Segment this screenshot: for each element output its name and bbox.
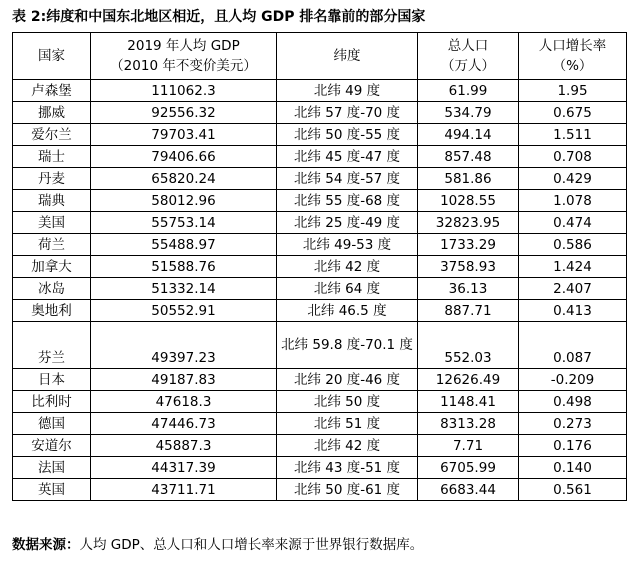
- cell-latitude: 北纬 43 度-51 度: [277, 457, 418, 479]
- cell-growth: 0.140: [519, 457, 627, 479]
- cell-growth: 0.708: [519, 146, 627, 168]
- cell-latitude: 北纬 57 度-70 度: [277, 102, 418, 124]
- cell-growth: 1.511: [519, 124, 627, 146]
- cell-growth: 1.424: [519, 256, 627, 278]
- header-gdp-line2: （2010 年不变价美元）: [110, 58, 257, 74]
- cell-latitude: 北纬 46.5 度: [277, 300, 418, 322]
- table-row: [13, 124, 627, 146]
- cell-latitude: 北纬 42 度: [277, 435, 418, 457]
- header-country: 国家: [13, 33, 91, 80]
- cell-population: 552.03: [418, 322, 519, 369]
- cell-population: 494.14: [418, 124, 519, 146]
- cell-growth: 0.498: [519, 391, 627, 413]
- cell-population: 36.13: [418, 278, 519, 300]
- cell-population: 3758.93: [418, 256, 519, 278]
- table-row: [13, 212, 627, 234]
- cell-population: 7.71: [418, 435, 519, 457]
- cell-gdp: 49397.23: [91, 322, 277, 369]
- cell-growth: 0.474: [519, 212, 627, 234]
- table-header-row: [13, 33, 627, 80]
- table-row: [13, 322, 627, 369]
- cell-growth: -0.209: [519, 369, 627, 391]
- cell-gdp: 111062.3: [91, 80, 277, 102]
- cell-country: 加拿大: [13, 256, 91, 278]
- cell-latitude: 北纬 51 度: [277, 413, 418, 435]
- cell-population: 1733.29: [418, 234, 519, 256]
- cell-country: 比利时: [13, 391, 91, 413]
- header-gdp: [91, 33, 277, 80]
- cell-latitude: 北纬 50 度: [277, 391, 418, 413]
- cell-gdp: 44317.39: [91, 457, 277, 479]
- table-row: [13, 391, 627, 413]
- cell-country: 卢森堡: [13, 80, 91, 102]
- cell-country: 美国: [13, 212, 91, 234]
- cell-country: 丹麦: [13, 168, 91, 190]
- header-population-line1: 总人口: [447, 38, 489, 54]
- table-row: [13, 256, 627, 278]
- table-row: [13, 278, 627, 300]
- cell-population: 61.99: [418, 80, 519, 102]
- cell-country: 奥地利: [13, 300, 91, 322]
- table-row: [13, 234, 627, 256]
- cell-gdp: 49187.83: [91, 369, 277, 391]
- table-row: [13, 435, 627, 457]
- header-population-line2: （万人）: [441, 58, 495, 74]
- table-row: [13, 479, 627, 501]
- table-row: [13, 457, 627, 479]
- cell-latitude: 北纬 55 度-68 度: [277, 190, 418, 212]
- header-growth: [519, 33, 627, 80]
- cell-country: 安道尔: [13, 435, 91, 457]
- header-gdp-line1: 2019 年人均 GDP: [127, 38, 240, 54]
- table-row: [13, 168, 627, 190]
- header-growth-line2: （%）: [552, 58, 593, 74]
- table-row: [13, 413, 627, 435]
- table-row: [13, 300, 627, 322]
- cell-latitude: 北纬 42 度: [277, 256, 418, 278]
- cell-population: 6683.44: [418, 479, 519, 501]
- header-growth-line1: 人口增长率: [538, 38, 607, 54]
- cell-growth: 0.675: [519, 102, 627, 124]
- cell-country: 日本: [13, 369, 91, 391]
- cell-growth: 0.429: [519, 168, 627, 190]
- cell-latitude: 北纬 49 度: [277, 80, 418, 102]
- cell-population: 887.71: [418, 300, 519, 322]
- cell-country: 英国: [13, 479, 91, 501]
- cell-population: 581.86: [418, 168, 519, 190]
- cell-population: 1028.55: [418, 190, 519, 212]
- cell-gdp: 79406.66: [91, 146, 277, 168]
- cell-gdp: 79703.41: [91, 124, 277, 146]
- cell-growth: 0.176: [519, 435, 627, 457]
- cell-latitude: 北纬 20 度-46 度: [277, 369, 418, 391]
- cell-gdp: 51588.76: [91, 256, 277, 278]
- gdp-latitude-table: [12, 32, 627, 501]
- cell-population: 6705.99: [418, 457, 519, 479]
- cell-growth: 1.95: [519, 80, 627, 102]
- cell-latitude: 北纬 25 度-49 度: [277, 212, 418, 234]
- cell-gdp: 65820.24: [91, 168, 277, 190]
- cell-gdp: 51332.14: [91, 278, 277, 300]
- table-row: [13, 80, 627, 102]
- cell-population: 534.79: [418, 102, 519, 124]
- cell-growth: 0.087: [519, 322, 627, 369]
- cell-country: 爱尔兰: [13, 124, 91, 146]
- cell-population: 12626.49: [418, 369, 519, 391]
- cell-gdp: 43711.71: [91, 479, 277, 501]
- cell-growth: 0.586: [519, 234, 627, 256]
- table-row: [13, 146, 627, 168]
- cell-gdp: 92556.32: [91, 102, 277, 124]
- cell-country: 瑞士: [13, 146, 91, 168]
- cell-gdp: 47618.3: [91, 391, 277, 413]
- cell-growth: 2.407: [519, 278, 627, 300]
- cell-gdp: 55488.97: [91, 234, 277, 256]
- cell-country: 芬兰: [13, 322, 91, 369]
- header-population: [418, 33, 519, 80]
- cell-country: 挪威: [13, 102, 91, 124]
- cell-latitude: 北纬 50 度-55 度: [277, 124, 418, 146]
- cell-latitude: 北纬 59.8 度-70.1 度: [277, 322, 418, 369]
- cell-latitude: 北纬 45 度-47 度: [277, 146, 418, 168]
- data-source-text: 人均 GDP、总人口和人口增长率来源于世界银行数据库。: [79, 537, 424, 553]
- header-latitude: 纬度: [277, 33, 418, 80]
- table-row: [13, 190, 627, 212]
- cell-country: 瑞典: [13, 190, 91, 212]
- table-caption: 表 2:纬度和中国东北地区相近，且人均 GDP 排名靠前的部分国家: [12, 9, 426, 25]
- data-source-label: 数据来源：: [12, 537, 80, 553]
- cell-gdp: 58012.96: [91, 190, 277, 212]
- cell-gdp: 47446.73: [91, 413, 277, 435]
- cell-growth: 0.273: [519, 413, 627, 435]
- cell-population: 8313.28: [418, 413, 519, 435]
- cell-latitude: 北纬 64 度: [277, 278, 418, 300]
- data-source-note: [12, 533, 423, 553]
- cell-growth: 0.561: [519, 479, 627, 501]
- table-row: [13, 369, 627, 391]
- cell-gdp: 45887.3: [91, 435, 277, 457]
- cell-latitude: 北纬 49-53 度: [277, 234, 418, 256]
- cell-gdp: 50552.91: [91, 300, 277, 322]
- cell-population: 32823.95: [418, 212, 519, 234]
- cell-population: 857.48: [418, 146, 519, 168]
- cell-growth: 1.078: [519, 190, 627, 212]
- cell-country: 法国: [13, 457, 91, 479]
- cell-country: 德国: [13, 413, 91, 435]
- cell-country: 荷兰: [13, 234, 91, 256]
- cell-gdp: 55753.14: [91, 212, 277, 234]
- cell-latitude: 北纬 54 度-57 度: [277, 168, 418, 190]
- cell-population: 1148.41: [418, 391, 519, 413]
- cell-growth: 0.413: [519, 300, 627, 322]
- cell-latitude: 北纬 50 度-61 度: [277, 479, 418, 501]
- cell-country: 冰岛: [13, 278, 91, 300]
- table-row: [13, 102, 627, 124]
